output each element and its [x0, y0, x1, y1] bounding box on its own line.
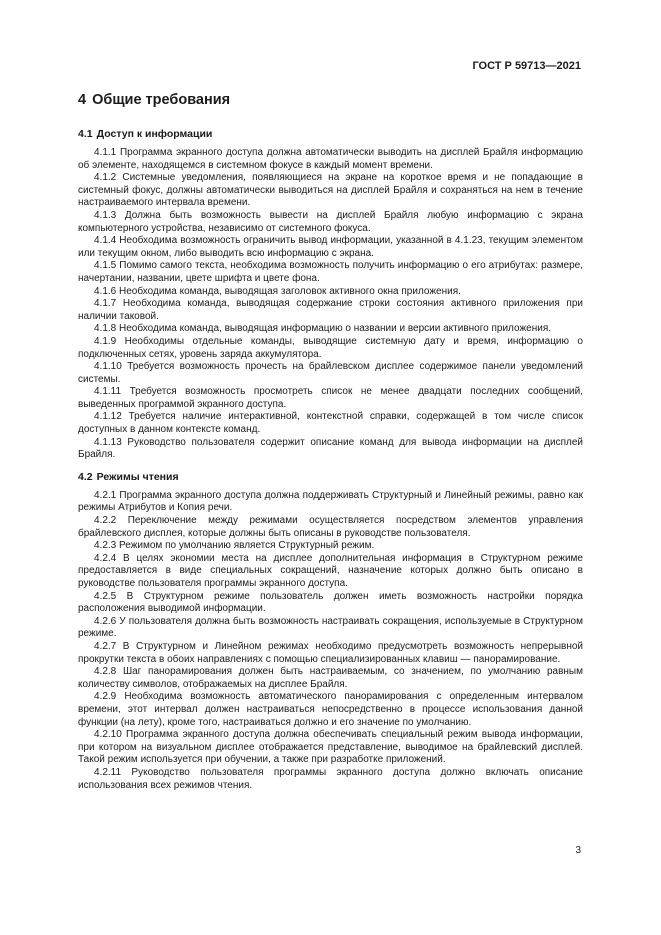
clause-paragraph: 4.2.7 В Структурном и Линейном режимах необходимо предусмотреть возможность непрерывной прокрутки текста в обоих направлениях с помощью специализированных клавиш — панорамирование. [78, 640, 583, 665]
clause-paragraph: 4.1.4 Необходима возможность ограничить вывод информации, указанной в 4.1.23, текущим элементом или текущим окном, либо выводить всю информацию с экрана. [78, 235, 583, 259]
subsection-number: 4.2 [78, 470, 93, 483]
clause-paragraph: 4.2.5 В Структурном режиме пользователь должен иметь возможность настройки порядка расположения выводимой информации. [78, 590, 583, 615]
clause-paragraph: 4.1.1 Программа экранного доступа должна автоматически выводить на дисплей Брайля информацию об элементе, находящемся в системном фокусе в каждый момент времени. [78, 147, 583, 171]
subsection-number: 4.1 [78, 128, 93, 140]
subsection-title: Режимы чтения [96, 470, 179, 483]
subsection-heading [78, 128, 583, 140]
clause-paragraph: 4.2.3 Режимом по умолчанию является Структурный режим. [94, 540, 375, 552]
clause-paragraph: 4.2.8 Шаг панорамирования должен быть настраиваемым, со значением, по умолчанию равным количеству символов, отображаемых на дисплее Брайля. [78, 666, 583, 690]
section-number: 4 [78, 92, 87, 108]
subsection-paragraphs [78, 147, 583, 462]
clause-paragraph: 4.1.8 Необходима команда, выводящая информацию о названии и версии активного приложения. [94, 323, 552, 335]
clause-paragraph: 4.2.6 У пользователя должна быть возможность настраивать сокращения, используемые в Структурном режиме. [78, 615, 583, 640]
subsection-heading [78, 471, 583, 483]
clause-paragraph: 4.1.9 Необходимы отдельные команды, выводящие системную дату и время, информацию о подключенных сетях, уровень заряда аккумулятора. [78, 335, 583, 360]
section-title: Общие требования [92, 92, 231, 108]
page-number: 3 [575, 845, 581, 856]
clause-paragraph: 4.1.13 Руководство пользователя содержит описание команд для вывода информации на дисплей Брайля. [78, 436, 583, 461]
clause-paragraph: 4.2.9 Необходима возможность автоматического панорамирования с определенным интервалом времени, этот интервал должен настраиваться непосредственно в процессе использования данной функции (на лету), кроме того, настраиваться должно и его значение по умолчанию. [78, 691, 583, 728]
clause-paragraph: 4.2.4 В целях экономии места на дисплее дополнительная информация в Структурном режиме предоставляется в виде специальных сокращений, назначение которых должно быть описано в руководстве пользователя программы экранного доступа. [78, 552, 583, 589]
clause-paragraph: 4.1.7 Необходима команда, выводящая содержание строки состояния активного приложения при наличии таковой. [78, 298, 583, 322]
subsection-paragraphs [78, 490, 583, 792]
document-code: ГОСТ Р 59713—2021 [472, 60, 581, 72]
clause-paragraph: 4.2.2 Переключение между режимами осуществляется посредством элементов управления брайлевского дисплея, которые должны быть описаны в руководстве пользователя. [78, 515, 583, 539]
clause-paragraph: 4.2.10 Программа экранного доступа должна обеспечивать специальный режим вывода информации, при котором на визуальном дисплее отображается представление, выводимое на брайлевский дисплей. Такой режим используется при обучении, а также при разработке приложений. [78, 729, 583, 766]
clause-paragraph: 4.1.5 Помимо самого текста, необходима возможность получить информацию о его атрибутах: размере, начертании, названии, цвете шрифта и цвете фона. [78, 260, 583, 284]
clause-paragraph: 4.2.11 Руководство пользователя программы экранного доступа должно включать описание использования всех режимов чтения. [78, 766, 583, 791]
clause-paragraph: 4.1.11 Требуется возможность просмотреть список не менее двадцати последних сообщений, выведенных программой экранного доступа. [78, 386, 583, 410]
clause-paragraph: 4.1.12 Требуется наличие интерактивной, контекстной справки, содержащей в том числе список доступных в данном контексте команд. [78, 411, 583, 436]
clause-paragraph: 4.1.6 Необходима команда, выводящая заголовок активного окна приложения. [94, 285, 461, 297]
clause-paragraph: 4.1.2 Системные уведомления, появляющиеся на экране на короткое время и не попадающие в системный фокус, должны автоматически выводиться на дисплей Брайля и сохраняться на нем в течение настраиваемого интервала времени. [78, 172, 583, 209]
clause-paragraph: 4.1.10 Требуется возможность прочесть на брайлевском дисплее содержимое панели уведомлений системы. [78, 361, 583, 385]
document-body [78, 125, 583, 792]
clause-paragraph: 4.1.3 Должна быть возможность вывести на дисплей Брайля любую информацию с экрана компьютерного устройства, независимо от системного фокуса. [78, 209, 583, 234]
section-heading [78, 92, 230, 108]
clause-paragraph: 4.2.1 Программа экранного доступа должна поддерживать Структурный и Линейный режимы, равно как режимы Атрибутов и Копия речи. [78, 489, 583, 514]
subsection-title: Доступ к информации [96, 128, 213, 140]
